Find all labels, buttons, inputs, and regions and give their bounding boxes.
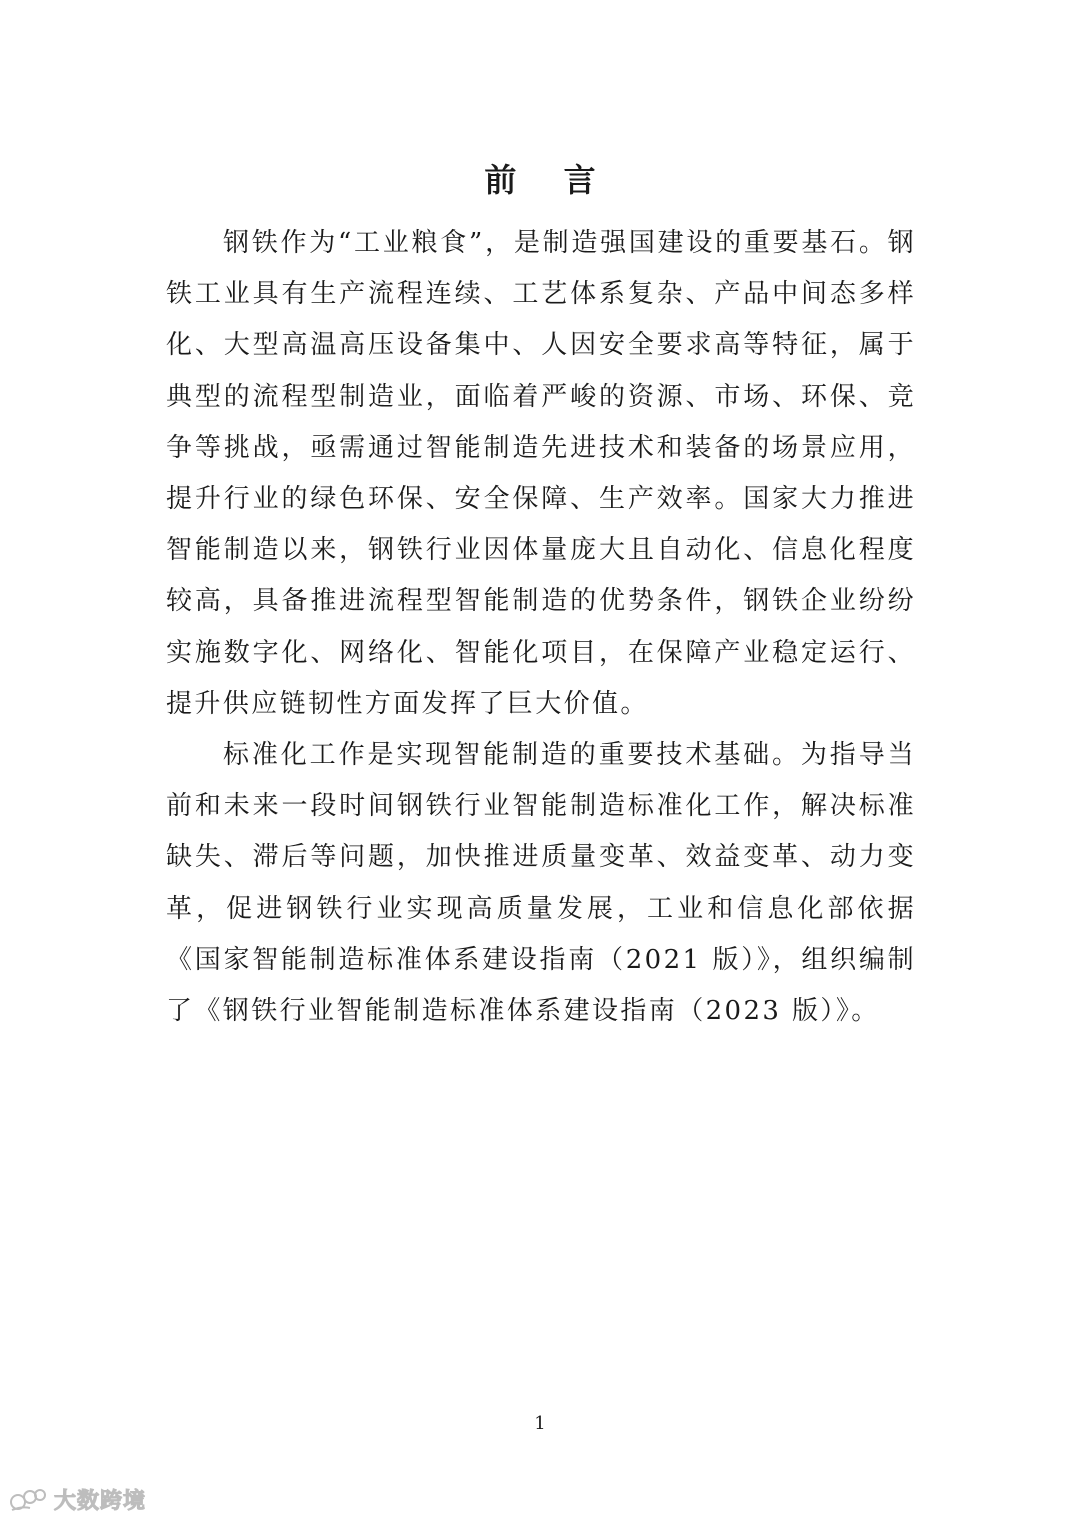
watermark [8, 1484, 146, 1515]
paragraph-1: 钢铁作为“工业粮食”，是制造强国建设的重要基石。钢铁工业具有生产流程连续、工艺体系复杂、产品中间态多样化、大型高温高压设备集中、人因安全要求高等特征，属于典型的流程型制造业，面临着严峻的资源、市场、环保、竞争等挑战，亟需通过智能制造先进技术和装备的场景应用，提升行业的绿色环保、安全保障、生产效率。国家大力推进智能制造以来，钢铁行业因体量庞大且自动化、信息化程度较高，具备推进流程型智能制造的优势条件，钢铁企业纷纷实施数字化、网络化、智能化项目，在保障产业稳定运行、提升供应链韧性方面发挥了巨大价值。 [166, 228, 916, 719]
page-title: 前 言 [484, 161, 614, 199]
paragraph-2: 标准化工作是实现智能制造的重要技术基础。为指导当前和未来一段时间钢铁行业智能制造标准化工作，解决标准缺失、滞后等问题，加快推进质量变革、效益变革、动力变革，促进钢铁行业实现高质量发展，工业和信息化部依据《国家智能制造标准体系建设指南（2021 版）》，组织编制了《钢铁行业智能制造标准体系建设指南（2023 版）》。 [166, 740, 916, 1027]
watermark-text: 大数跨境 [54, 1489, 147, 1514]
body-text [166, 218, 916, 1037]
watermark-logo-icon [8, 1486, 48, 1514]
page-number: 1 [534, 1413, 546, 1434]
